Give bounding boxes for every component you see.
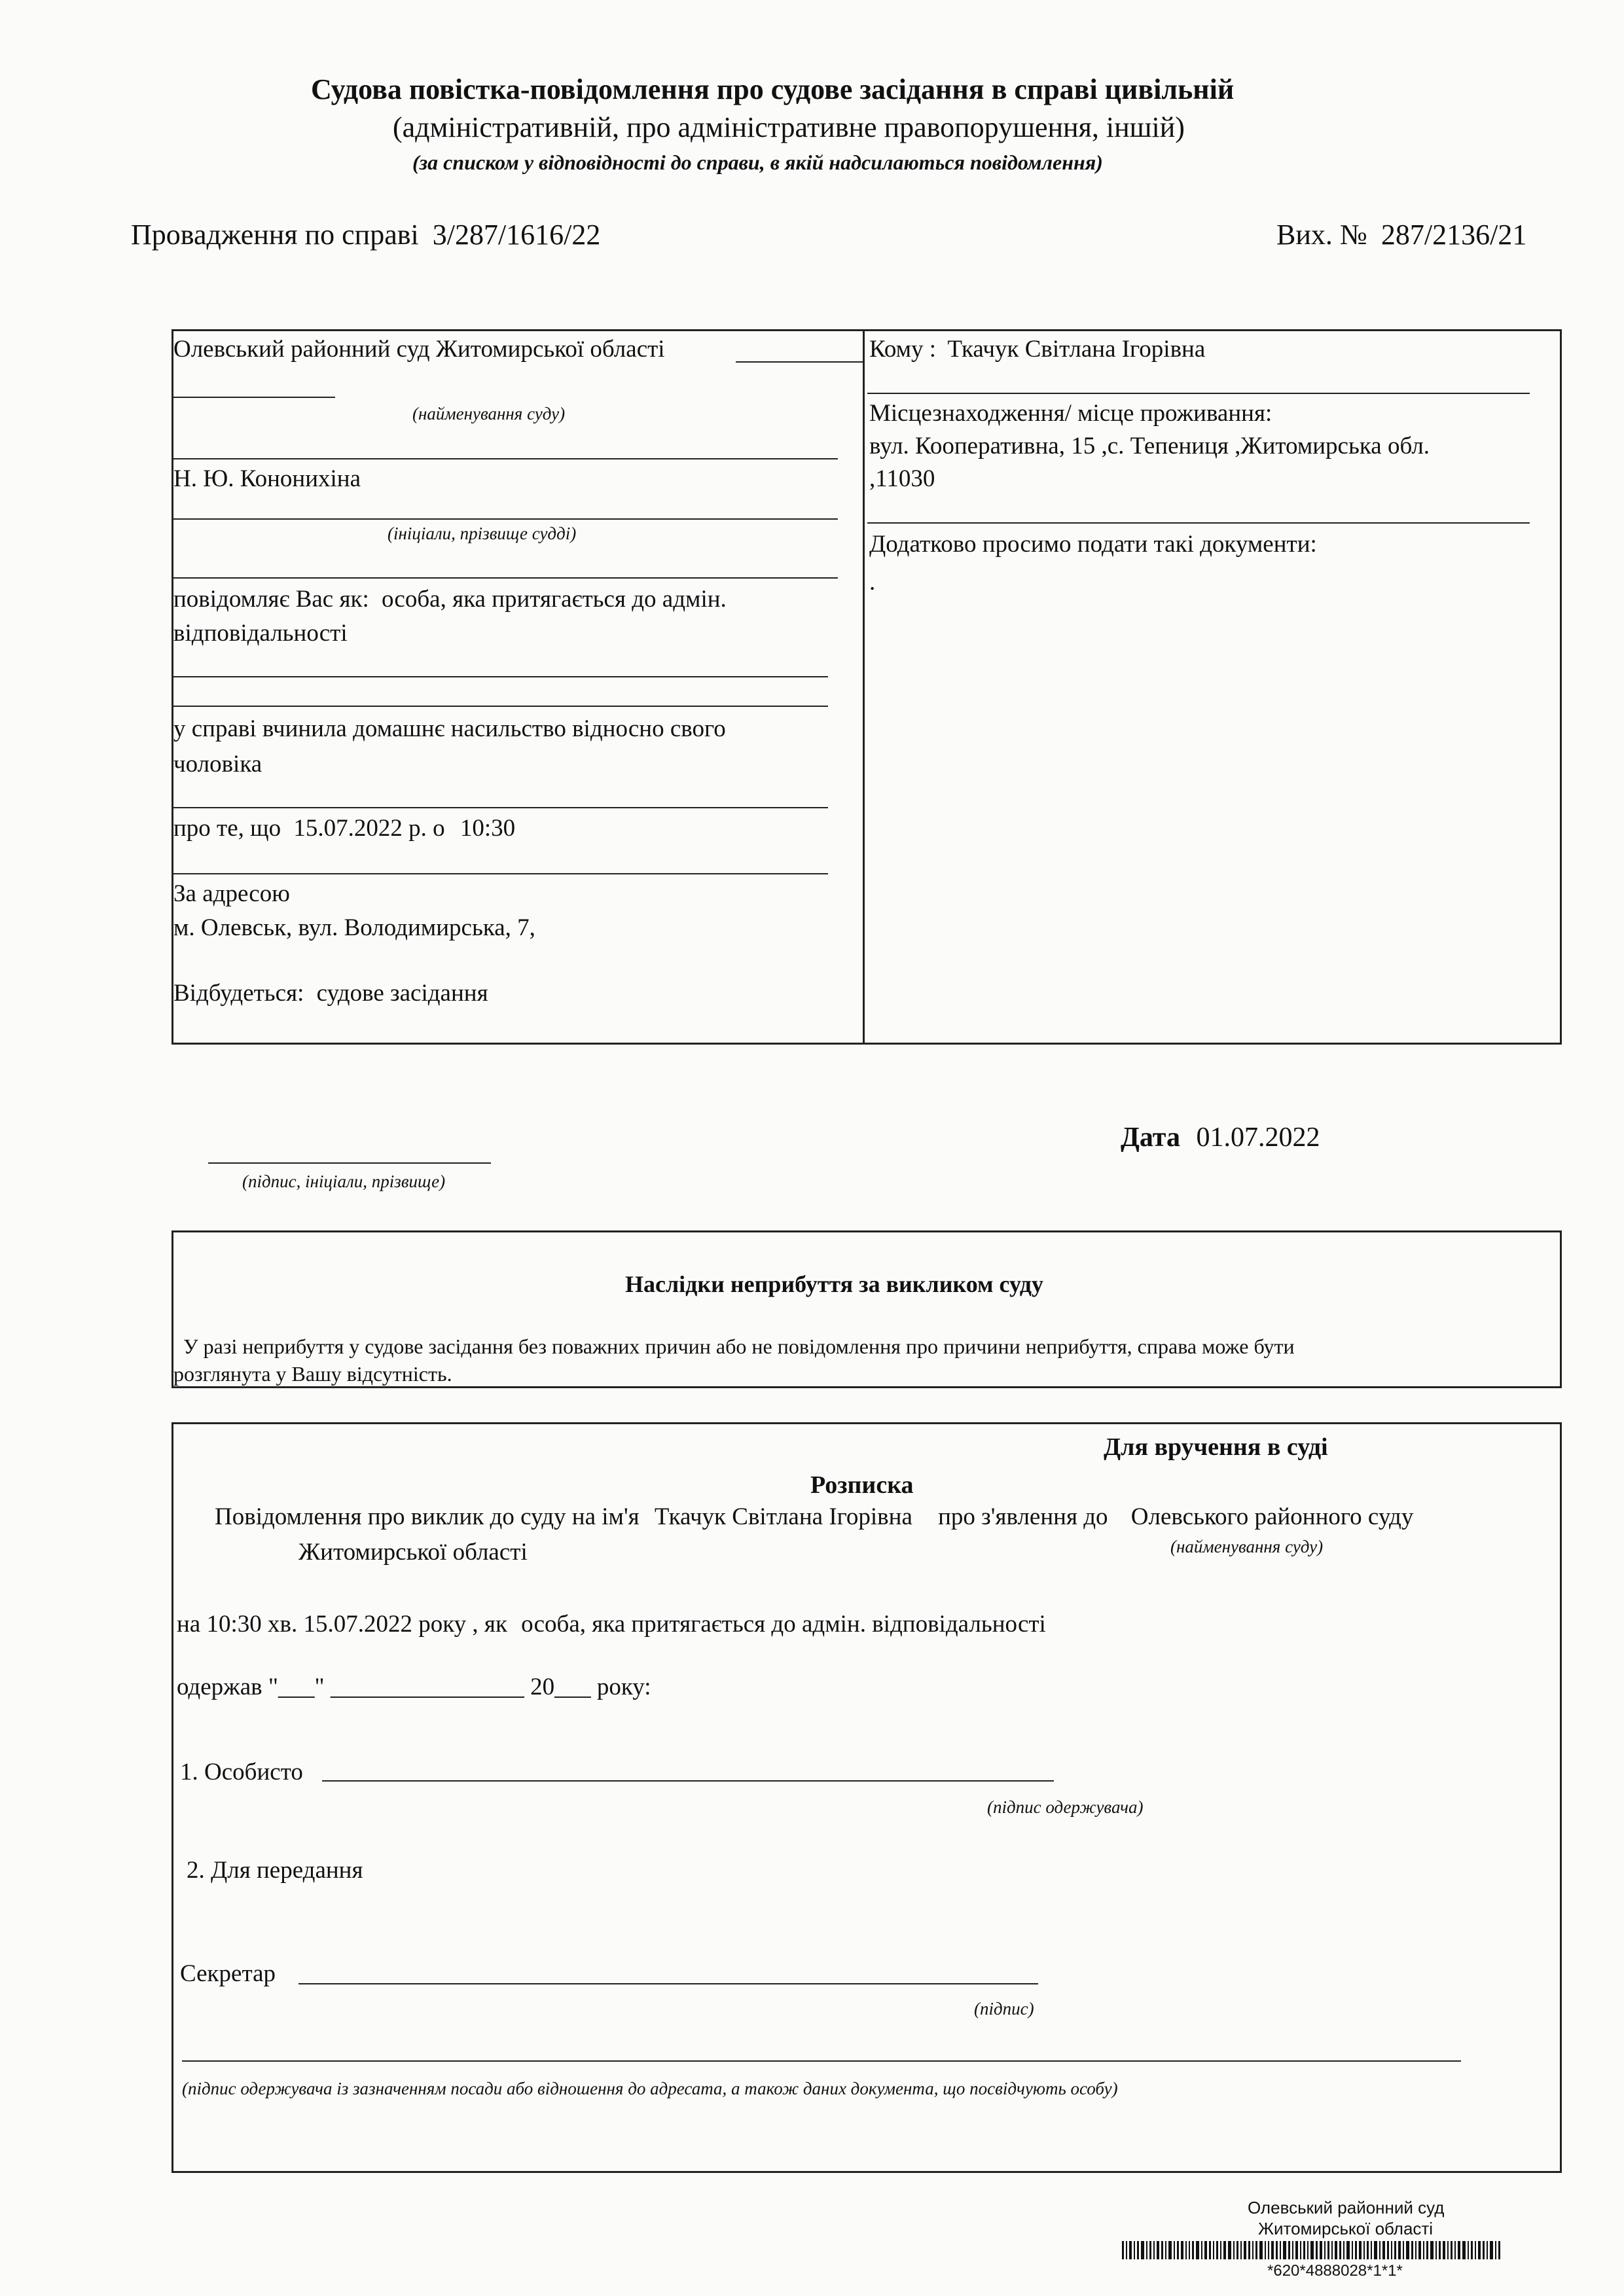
barcode-bar	[1359, 2241, 1362, 2259]
barcode-bar	[1271, 2241, 1274, 2259]
barcode-bar	[1161, 2241, 1163, 2259]
barcode-bar	[1411, 2241, 1413, 2259]
receipt-role: особа, яка притягається до адмін. відповідальності	[521, 1611, 1046, 1638]
barcode-bar	[1478, 2241, 1481, 2259]
barcode-bar	[1458, 2241, 1460, 2259]
barcode-bar	[1394, 2241, 1396, 2259]
outgoing-label: Вих. №	[1276, 219, 1367, 251]
address-label: За адресою	[173, 880, 290, 907]
hearing-datetime	[173, 814, 515, 843]
about-date: 15.07.2022 р. о	[293, 815, 445, 842]
notify-role-line-2: відповідальності	[173, 620, 348, 647]
notify-label: повідомляє Вас як:	[173, 586, 369, 613]
barcode-bar	[1244, 2241, 1246, 2259]
barcode-bar	[1335, 2241, 1337, 2259]
column-divider	[863, 329, 865, 1045]
barcode-bar	[1324, 2241, 1326, 2259]
barcode-bar	[1280, 2241, 1281, 2259]
barcode-bar	[1371, 2241, 1372, 2259]
barcode-bar	[1126, 2241, 1127, 2259]
document-subtitle: (адміністративній, про адміністративне правопорушення, іншій)	[393, 111, 1185, 143]
barcode-bar	[1137, 2241, 1139, 2259]
barcode-bar	[1307, 2241, 1308, 2259]
barcode-bar	[1213, 2241, 1214, 2259]
barcode-bar	[1252, 2241, 1254, 2259]
barcode-bar	[1201, 2241, 1202, 2259]
barcode-bar	[1165, 2241, 1166, 2259]
court-caption-line	[171, 458, 838, 459]
barcode-bar	[1248, 2241, 1250, 2259]
secretary-caption: (підпис)	[974, 1999, 1034, 2018]
barcode-bar	[1454, 2241, 1456, 2259]
barcode-bar	[1259, 2241, 1263, 2259]
receipt-line-1	[215, 1503, 1413, 1532]
document-note: (за списком у відповідності до справи, в якій надсилаються повідомлення)	[412, 151, 1103, 174]
court-caption: (найменування суду)	[412, 404, 566, 423]
issue-date	[1121, 1121, 1320, 1155]
barcode-bar	[1447, 2241, 1449, 2259]
barcode-bar	[1129, 2241, 1132, 2259]
consequences-text-1: У разі неприбуття у судове засідання без поважних причин або не повідомлення про причини неприбуття, справа може бути	[183, 1335, 1295, 1358]
stamp-court-name: Олевський районний суд	[1248, 2198, 1445, 2217]
court-line-tail	[736, 361, 863, 363]
barcode-bar	[1374, 2241, 1377, 2259]
event-value: судове засідання	[316, 980, 488, 1007]
barcode-bar	[1196, 2241, 1199, 2259]
barcode-bar	[1168, 2241, 1172, 2259]
barcode-bar	[1216, 2241, 1218, 2259]
location-line	[867, 522, 1530, 524]
case-description-line-1: у справі вчинила домашнє насильство відносно свого	[173, 715, 726, 742]
barcode-text: *620*4888028*1*1*	[1267, 2262, 1403, 2280]
event-label: Відбудеться:	[173, 980, 304, 1007]
location-label: Місцезнаходження/ місце проживання:	[869, 400, 1272, 427]
barcode-bar	[1352, 2241, 1353, 2259]
receipt-court-1: Олевського районного суду	[1130, 1503, 1414, 1530]
barcode-bar	[1255, 2241, 1257, 2259]
judge-line	[171, 518, 838, 520]
receipt-time: на 10:30 хв. 15.07.2022 року , як	[177, 1611, 507, 1638]
barcode-bar	[1487, 2241, 1488, 2259]
date-value: 01.07.2022	[1196, 1122, 1320, 1153]
received-line: одержав "___" ________________ 20___ року:	[177, 1674, 651, 1700]
stamp-region: Житомирської області	[1258, 2219, 1434, 2238]
consequences-title: Наслідки неприбуття за викликом суду	[625, 1271, 1043, 1297]
barcode-bar	[1363, 2241, 1365, 2259]
barcode-bar	[1495, 2241, 1496, 2259]
about-label: про те, що	[173, 815, 281, 842]
barcode-bar	[1134, 2241, 1135, 2259]
date-label: Дата	[1121, 1122, 1180, 1153]
barcode-bar	[1157, 2241, 1159, 2259]
barcode-bar	[1451, 2241, 1453, 2259]
barcode-bar	[1382, 2241, 1385, 2259]
barcode-bar	[1149, 2241, 1151, 2259]
personally-label: 1. Особисто	[180, 1759, 303, 1785]
barcode-bar	[1367, 2241, 1369, 2259]
barcode-bar	[1423, 2241, 1424, 2259]
barcode-bar	[1471, 2241, 1473, 2259]
barcode-bar	[1209, 2241, 1211, 2259]
barcode-bar	[1223, 2241, 1226, 2259]
barcode-bar	[1303, 2241, 1305, 2259]
court-name: Олевський районний суд Житомирської області	[173, 336, 665, 363]
receipt-recipient-name: Ткачук Світлана Ігорівна	[654, 1503, 912, 1530]
receipt-title: Розписка	[810, 1471, 914, 1499]
barcode-bar	[1300, 2241, 1301, 2259]
barcode-bar	[1146, 2241, 1147, 2259]
barcode-bar	[1418, 2241, 1421, 2259]
barcode-bar	[1122, 2241, 1124, 2259]
barcode-bar	[1220, 2241, 1221, 2259]
barcode-bar	[1462, 2241, 1466, 2259]
barcode-bar	[1343, 2241, 1344, 2259]
barcode-bar	[1320, 2241, 1322, 2259]
case-number: 3/287/1616/22	[432, 219, 601, 251]
documents-value: .	[869, 569, 876, 596]
notify-role-line-1: особа, яка притягається до адмін.	[382, 586, 727, 613]
transfer-label: 2. Для передання	[187, 1857, 363, 1884]
barcode-bar	[1185, 2241, 1187, 2259]
barcode-bar	[1295, 2241, 1298, 2259]
location-line-2: ,11030	[869, 465, 935, 492]
judge-caption-line	[171, 577, 838, 579]
judge-caption: (ініціали, прізвище судді)	[388, 524, 577, 543]
barcode-bar	[1316, 2241, 1318, 2259]
barcode-bar	[1415, 2241, 1416, 2259]
notify-line-2	[171, 706, 828, 707]
judge-name: Н. Ю. Кононихіна	[173, 465, 361, 492]
court-line-2	[171, 397, 335, 398]
recipient-line	[867, 393, 1530, 394]
barcode-bar	[1490, 2241, 1493, 2259]
receipt-court-caption: (найменування суду)	[1170, 1537, 1324, 1556]
barcode-bar	[1430, 2241, 1434, 2259]
barcode-bar	[1426, 2241, 1428, 2259]
barcode-bar	[1379, 2241, 1380, 2259]
personally-signature-line	[322, 1780, 1054, 1782]
barcode-bar	[1406, 2241, 1409, 2259]
barcode	[1122, 2241, 1580, 2259]
barcode-bar	[1327, 2241, 1329, 2259]
receipt-line-1-a: Повідомлення про виклик до суду на ім'я	[215, 1503, 640, 1530]
for-court-label: Для вручення в суді	[1104, 1433, 1328, 1461]
barcode-bar	[1346, 2241, 1350, 2259]
case-description-line-2: чоловіка	[173, 751, 262, 778]
barcode-bar	[1276, 2241, 1278, 2259]
barcode-bar	[1268, 2241, 1269, 2259]
outgoing-reference	[1276, 217, 1526, 253]
recipient-signature-line	[182, 2060, 1461, 2062]
barcode-bar	[1339, 2241, 1341, 2259]
barcode-bar	[1498, 2241, 1500, 2259]
location-line-1: вул. Кооперативна, 15 ,с. Тепениця ,Житомирська обл.	[869, 433, 1430, 459]
event	[173, 979, 488, 1008]
barcode-bar	[1398, 2241, 1401, 2259]
barcode-bar	[1475, 2241, 1476, 2259]
barcode-bar	[1443, 2241, 1445, 2259]
case-reference	[131, 217, 600, 253]
hearing-datetime-line	[171, 873, 828, 874]
signature-line	[208, 1162, 491, 1164]
barcode-bar	[1153, 2241, 1155, 2259]
secretary-label: Секретар	[180, 1960, 276, 1987]
case-label: Провадження по справі	[131, 219, 419, 251]
recipient	[869, 335, 1205, 364]
barcode-bar	[1189, 2241, 1190, 2259]
barcode-bar	[1192, 2241, 1194, 2259]
barcode-bar	[1355, 2241, 1357, 2259]
barcode-bar	[1310, 2241, 1314, 2259]
barcode-bar	[1403, 2241, 1404, 2259]
barcode-bar	[1177, 2241, 1179, 2259]
receipt-line-1-b: про з'явлення до	[938, 1503, 1108, 1530]
barcode-bar	[1265, 2241, 1266, 2259]
recipient-label: Кому :	[869, 336, 937, 363]
barcode-bar	[1387, 2241, 1389, 2259]
barcode-bar	[1181, 2241, 1183, 2259]
barcode-bar	[1292, 2241, 1293, 2259]
barcode-bar	[1233, 2241, 1235, 2259]
notify-role	[173, 585, 727, 614]
about-time: 10:30	[460, 815, 516, 842]
barcode-bar	[1141, 2241, 1144, 2259]
consequences-text-2: розглянута у Вашу відсутність.	[173, 1362, 452, 1386]
barcode-bar	[1204, 2241, 1207, 2259]
signature-caption: (підпис, ініціали, прізвище)	[242, 1172, 446, 1191]
recipient-name: Ткачук Світлана Ігорівна	[947, 336, 1206, 363]
documents-label: Додатково просимо подати такі документи:	[869, 531, 1317, 558]
receipt-court-2: Житомирської області	[298, 1539, 528, 1566]
barcode-bar	[1228, 2241, 1231, 2259]
barcode-bar	[1483, 2241, 1485, 2259]
personally-caption: (підпис одержувача)	[987, 1797, 1144, 1817]
barcode-bar	[1435, 2241, 1437, 2259]
barcode-bar	[1288, 2241, 1290, 2259]
receipt-time-line	[177, 1610, 1046, 1639]
notify-line-1	[171, 676, 828, 677]
barcode-bar	[1439, 2241, 1441, 2259]
recipient-signature-caption: (підпис одержувача із зазначенням посади або відношення до адресата, а також даних документа, що посвідчують особу)	[182, 2079, 1118, 2098]
barcode-bar	[1174, 2241, 1175, 2259]
barcode-bar	[1391, 2241, 1392, 2259]
address-value: м. Олевськ, вул. Володимирська, 7,	[173, 914, 535, 941]
document-title: Судова повістка-повідомлення про судове засідання в справі цивільній	[311, 73, 1235, 105]
secretary-signature-line	[298, 1983, 1038, 1984]
barcode-bar	[1283, 2241, 1286, 2259]
barcode-bar	[1240, 2241, 1242, 2259]
barcode-bar	[1468, 2241, 1469, 2259]
case-description-line	[171, 807, 828, 808]
barcode-bar	[1236, 2241, 1238, 2259]
barcode-bar	[1331, 2241, 1333, 2259]
outgoing-number: 287/2136/21	[1380, 219, 1527, 251]
